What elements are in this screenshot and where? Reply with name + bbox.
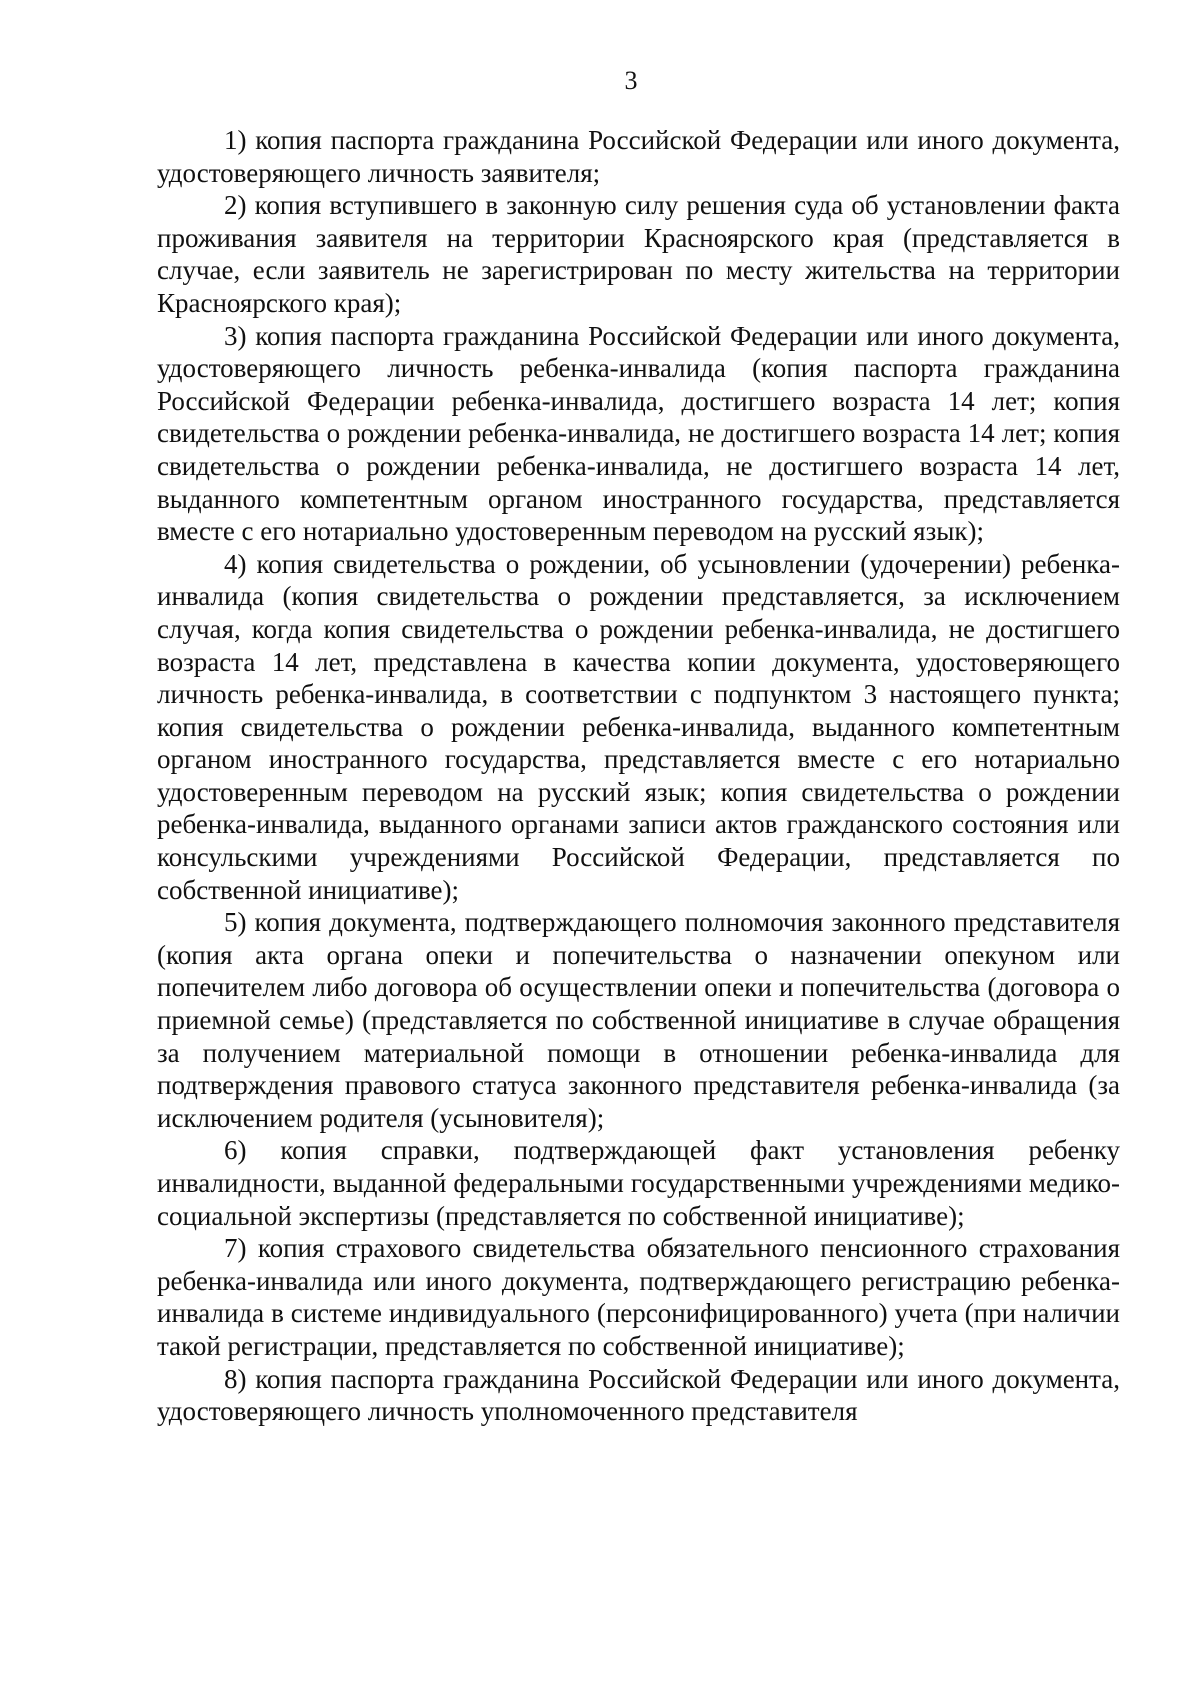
list-item-6: 6) копия справки, подтверждающей факт установления ребенку инвалидности, выданной федеральными государственными учреждениями медико-социальной экспертизы (представляется по собственной инициативе);: [157, 1135, 1120, 1231]
list-item-5: 5) копия документа, подтверждающего полномочия законного представителя (копия акта органа опеки и попечительства о назначении опекуном или попечителем либо договора об осуществлении опеки и попечительства (договора о приемной семье) (представляется по собственной инициативе в случае обращения за получением материальной помощи в отношении ребенка-инвалида для подтверждения правового статуса законного представителя ребенка-инвалида (за исключением родителя (усыновителя);: [157, 907, 1120, 1133]
document-body: [157, 124, 1120, 1428]
list-item-7: 7) копия страхового свидетельства обязательного пенсионного страхования ребенка-инвалида или иного документа, подтверждающего регистрацию ребенка-инвалида в системе индивидуального (персонифицированного) учета (при наличии такой регистрации, представляется по собственной инициативе);: [157, 1233, 1120, 1361]
list-item-2: 2) копия вступившего в законную силу решения суда об установлении факта проживания заявителя на территории Красноярского края (представляется в случае, если заявитель не зарегистрирован по месту жительства на территории Красноярского края);: [157, 190, 1120, 318]
list-item-4: 4) копия свидетельства о рождении, об усыновлении (удочерении) ребенка-инвалида (копия свидетельства о рождении представляется, за исключением случая, когда копия свидетельства о рождении ребенка-инвалида, не достигшего возраста 14 лет, представлена в качества копии документа, удостоверяющего личность ребенка-инвалида, в соответствии с подпунктом 3 настоящего пункта; копия свидетельства о рождении ребенка-инвалида, выданного компетентным органом иностранного государства, представляется вместе с его нотариально удостоверенным переводом на русский язык; копия свидетельства о рождении ребенка-инвалида, выданного органами записи актов гражданского состояния или консульскими учреждениями Российской Федерации, представляется по собственной инициативе);: [157, 548, 1120, 905]
list-item-3: 3) копия паспорта гражданина Российской Федерации или иного документа, удостоверяющего личность ребенка-инвалида (копия паспорта гражданина Российской Федерации ребенка-инвалида, достигшего возраста 14 лет; копия свидетельства о рождении ребенка-инвалида, не достигшего возраста 14 лет; копия свидетельства о рождении ребенка-инвалида, не достигшего возраста 14 лет, выданного компетентным органом иностранного государства, представляется вместе с его нотариально удостоверенным переводом на русский язык);: [157, 320, 1120, 547]
list-item-8: 8) копия паспорта гражданина Российской Федерации или иного документа, удостоверяющего личность уполномоченного представителя: [157, 1363, 1120, 1427]
page-number: 3: [624, 66, 638, 95]
list-item-1: 1) копия паспорта гражданина Российской Федерации или иного документа, удостоверяющего личность заявителя;: [157, 125, 1120, 188]
